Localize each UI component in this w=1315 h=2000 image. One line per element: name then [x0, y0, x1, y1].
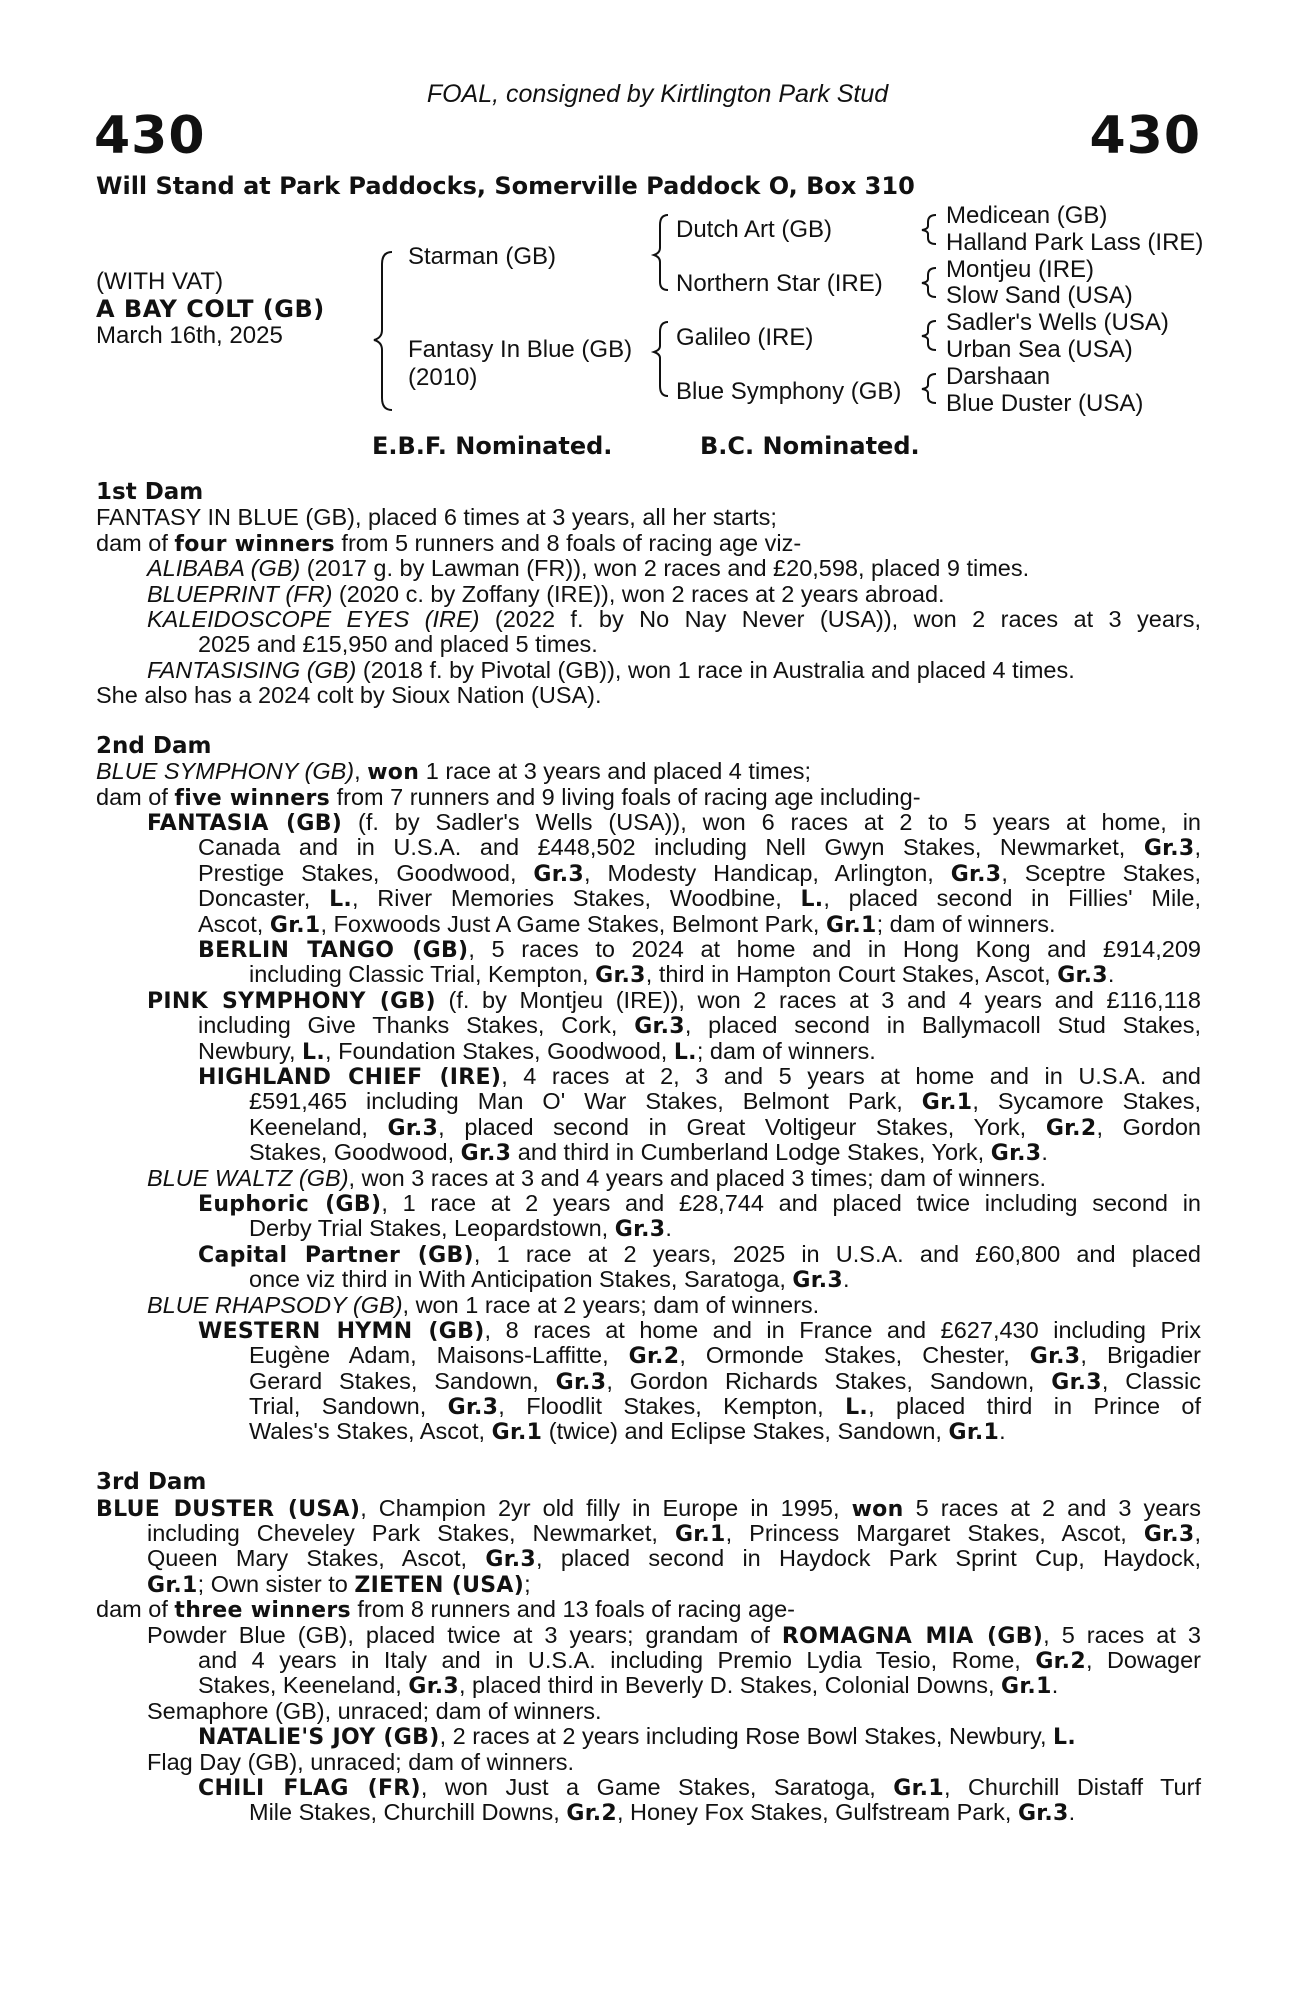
- text: Trial, Sandown,: [249, 1393, 448, 1420]
- grade: Gr.3: [1057, 963, 1108, 989]
- winners-count: four winners: [174, 531, 335, 557]
- text: ,: [354, 758, 368, 785]
- text: , third in Hampton Court Stakes, Ascot,: [645, 961, 1058, 988]
- third-dam-summary-cont: [96, 1546, 1201, 1571]
- grade: Gr.1: [948, 1420, 1000, 1446]
- text: , Floodlit Stakes, Kempton,: [498, 1393, 846, 1420]
- text: ;: [524, 1570, 531, 1597]
- text: (2022 f. by No Nay Never (USA)), won 2 races at 3 years,: [479, 605, 1201, 632]
- produce-pink-symphony-cont: [96, 1013, 1201, 1038]
- horse-name: BLUE WALTZ (GB): [147, 1164, 349, 1191]
- text: , Champion 2yr old filly in Europe in 1995,: [360, 1494, 852, 1521]
- grade: Gr.3: [408, 1674, 459, 1700]
- third-dam-heading: 3rd Dam: [96, 1469, 207, 1496]
- text: , Honey Fox Stakes, Gulfstream Park,: [617, 1799, 1018, 1826]
- text: ; Own sister to: [197, 1570, 355, 1597]
- produce-chili-flag: [96, 1775, 1201, 1800]
- produce-blue-rhapsody: [96, 1293, 1201, 1318]
- grade: Gr.3: [533, 861, 585, 887]
- text: , placed third in Beverly D. Stakes, Colonial Downs,: [458, 1672, 1002, 1699]
- produce-powder-blue-cont: [96, 1648, 1201, 1673]
- dam-sire: Galileo (IRE): [676, 324, 814, 351]
- horse-name: ZIETEN (USA): [354, 1572, 525, 1598]
- dam: Fantasy In Blue (GB): [408, 336, 633, 363]
- text: , River Memories Stakes, Woodbine,: [352, 885, 801, 912]
- text: , 5 races to 2024 at home and in Hong Kong and £914,209: [468, 936, 1201, 963]
- text: Gerard Stakes, Sandown,: [249, 1367, 556, 1394]
- grandparent-8: Blue Duster (USA): [946, 390, 1144, 417]
- text: and third in Cumberland Lodge Stakes, York,: [511, 1139, 991, 1166]
- text: £591,465 including Man O' War Stakes, Belmont Park,: [249, 1088, 922, 1115]
- grandparent-6: Urban Sea (USA): [946, 336, 1133, 363]
- grade: Gr.1: [825, 912, 877, 938]
- text: ,: [1194, 1520, 1201, 1547]
- text: Mile Stakes, Churchill Downs,: [249, 1799, 567, 1826]
- text: , won Just a Game Stakes, Saratoga,: [420, 1773, 894, 1800]
- text: , Dowager: [1085, 1646, 1201, 1673]
- third-dam-summary: [96, 1496, 1201, 1521]
- grandparent-2: Halland Park Lass (IRE): [946, 229, 1204, 256]
- text: from 5 runners and 8 foals of racing age viz-: [334, 529, 802, 556]
- text: , Princess Margaret Stakes, Ascot,: [725, 1520, 1144, 1547]
- text: from 8 runners and 13 foals of racing age-: [350, 1596, 795, 1623]
- horse-name: WESTERN HYMN (GB): [198, 1318, 485, 1344]
- text: Eugène Adam, Maisons-Laffitte,: [249, 1342, 629, 1369]
- produce-western-hymn: [96, 1318, 1201, 1343]
- grade: Gr.3: [1051, 1369, 1102, 1395]
- third-dam-summary-cont: [96, 1572, 1201, 1597]
- grandparent-4: Slow Sand (USA): [946, 282, 1133, 309]
- won: won: [367, 760, 420, 786]
- produce-capital-partner-cont: [96, 1267, 1201, 1292]
- produce-highland-chief-cont: [96, 1089, 1201, 1114]
- text: , 1 race at 2 years and £28,744 and placed twice including second in: [381, 1189, 1201, 1216]
- vat-note: (WITH VAT): [96, 268, 224, 295]
- produce-western-hymn-cont: [96, 1369, 1201, 1394]
- grade: L.: [302, 1039, 326, 1065]
- grade: Gr.3: [595, 963, 646, 989]
- grade: Gr.1: [921, 1090, 973, 1116]
- text: .: [665, 1215, 672, 1242]
- text: ,: [1194, 834, 1201, 861]
- grade: Gr.1: [1001, 1674, 1052, 1700]
- text: , Foxwoods Just A Game Stakes, Belmont Park,: [320, 910, 826, 937]
- text: , Classic: [1101, 1367, 1201, 1394]
- grade: L.: [673, 1039, 697, 1065]
- stand-location: Will Stand at Park Paddocks, Somerville Paddock O, Box 310: [96, 172, 915, 200]
- grade: Gr.1: [674, 1522, 726, 1548]
- text: (2018 f. by Pivotal (GB)), won 1 race in Australia and placed 4 times.: [356, 656, 1075, 683]
- grandparent-7: Darshaan: [946, 363, 1051, 390]
- grade: L.: [1053, 1725, 1077, 1751]
- grade: Gr.1: [269, 912, 321, 938]
- produce-fantasia-cont: [96, 886, 1201, 911]
- grade: L.: [845, 1395, 869, 1421]
- text: , 2 races at 2 years including Rose Bowl Stakes, Newbury,: [439, 1723, 1054, 1750]
- produce-kaleidoscope-cont: 2025 and £15,950 and placed 5 times.: [198, 631, 598, 658]
- second-dam-summary: [96, 759, 1201, 784]
- produce-blue-waltz: [96, 1166, 1201, 1191]
- text: , won 3 races at 3 and 4 years and placed 3 times; dam of winners.: [348, 1164, 1047, 1191]
- produce-berlin-tango: [96, 937, 1201, 962]
- produce-fantasia-cont: [96, 912, 1201, 937]
- text: .: [1051, 1672, 1059, 1699]
- text: 1 race at 3 years and placed 4 times;: [419, 758, 812, 785]
- text: , 8 races at home and in France and £627,430 including Prix: [484, 1316, 1201, 1343]
- consignment-line: FOAL, consigned by Kirtlington Park Stud: [426, 80, 889, 108]
- horse-name: BLUE RHAPSODY (GB): [147, 1291, 403, 1318]
- horse-name: NATALIE'S JOY (GB): [198, 1725, 440, 1751]
- horse-name: FANTASISING (GB): [147, 656, 357, 683]
- grandparent-3: Montjeu (IRE): [946, 256, 1095, 283]
- first-dam-heading: 1st Dam: [96, 479, 204, 505]
- produce-powder-blue: [96, 1623, 1201, 1648]
- text: , placed second in Haydock Park Sprint Cup, Haydock,: [536, 1545, 1201, 1572]
- text: Ascot,: [198, 910, 270, 937]
- grade: Gr.3: [387, 1115, 439, 1141]
- text: , placed third in Prince of: [868, 1393, 1202, 1420]
- produce-fantasia: [96, 810, 1201, 835]
- produce-fantasia-cont: [96, 835, 1201, 860]
- second-dam-produce: [96, 785, 1201, 810]
- catalogue-body: [96, 480, 1201, 1826]
- grade: Gr.3: [1029, 1344, 1081, 1370]
- text: Powder Blue (GB), placed twice at 3 years; grandam of: [147, 1621, 782, 1648]
- grade: Gr.2: [1045, 1115, 1097, 1141]
- text: .: [999, 1418, 1006, 1445]
- text: Derby Trial Stakes, Leopardstown,: [249, 1215, 615, 1242]
- produce-fantasising: [96, 658, 1201, 683]
- produce-kaleidoscope: [96, 607, 1201, 632]
- produce-western-hymn-cont: [96, 1419, 1201, 1444]
- grade: Gr.3: [614, 1217, 666, 1243]
- produce-highland-chief-cont: [96, 1115, 1201, 1140]
- grade: Gr.3: [460, 1141, 512, 1167]
- text: Canada and in U.S.A. and £448,502 including Nell Gwyn Stakes, Newmarket,: [198, 834, 1144, 861]
- text: , Sceptre Stakes,: [1001, 859, 1201, 886]
- text: Doncaster,: [198, 885, 330, 912]
- sire: Starman (GB): [408, 243, 557, 270]
- text: ; dam of winners.: [696, 1037, 876, 1064]
- lot-number-right: 430: [1089, 106, 1201, 166]
- first-dam-note: She also has a 2024 colt by Sioux Nation (USA).: [96, 682, 602, 709]
- text: , 1 race at 2 years, 2025 in U.S.A. and £60,800 and placed: [473, 1240, 1201, 1267]
- grade: Gr.2: [566, 1801, 617, 1827]
- produce-western-hymn-cont: [96, 1343, 1201, 1368]
- text: , Gordon Richards Stakes, Sandown,: [606, 1367, 1052, 1394]
- produce-semaphore: Semaphore (GB), unraced; dam of winners.: [147, 1697, 602, 1724]
- text: (f. by Sadler's Wells (USA)), won 6 races at 2 to 5 years at home, in: [342, 809, 1201, 836]
- text: Wales's Stakes, Ascot,: [249, 1418, 492, 1445]
- text: .: [1107, 961, 1115, 988]
- grade: Gr.1: [893, 1775, 944, 1801]
- produce-pink-symphony-cont: [96, 1039, 1201, 1064]
- text: (twice) and Eclipse Stakes, Sandown,: [542, 1418, 949, 1445]
- text: , Foundation Stakes, Goodwood,: [325, 1037, 674, 1064]
- grade: Gr.3: [950, 861, 1002, 887]
- produce-capital-partner: [96, 1242, 1201, 1267]
- grade: Gr.3: [1017, 1801, 1069, 1827]
- produce-pink-symphony: [96, 988, 1201, 1013]
- grandparent-1: Medicean (GB): [946, 202, 1108, 229]
- produce-fantasia-cont: [96, 861, 1201, 886]
- grade: Gr.1: [147, 1572, 198, 1598]
- grade: Gr.3: [1143, 1522, 1195, 1548]
- second-dam-heading: 2nd Dam: [96, 732, 212, 759]
- first-dam-summary: FANTASY IN BLUE (GB), placed 6 times at 3 years, all her starts;: [96, 504, 777, 531]
- text: (2020 c. by Zoffany (IRE)), won 2 races at 2 years abroad.: [332, 580, 945, 607]
- text: including Give Thanks Stakes, Cork,: [198, 1012, 635, 1039]
- text: 5 races at 2 and 3 years: [903, 1494, 1201, 1521]
- horse-name: FANTASIA (GB): [147, 811, 343, 837]
- text: , Ormonde Stakes, Chester,: [679, 1342, 1030, 1369]
- text: from 7 runners and 9 living foals of racing age including-: [330, 783, 921, 810]
- text: Prestige Stakes, Goodwood,: [198, 859, 534, 886]
- grade: Gr.3: [555, 1369, 607, 1395]
- horse-name: BLUE DUSTER (USA): [96, 1496, 361, 1522]
- text: dam of: [96, 1596, 175, 1623]
- produce-berlin-tango-cont: [96, 962, 1201, 987]
- text: .: [843, 1266, 850, 1293]
- produce-blueprint: [96, 582, 1201, 607]
- horse-name: A BAY COLT (GB): [96, 295, 325, 323]
- lot-number-left: 430: [94, 106, 206, 166]
- produce-natalies-joy: [96, 1724, 1201, 1749]
- text: Stakes, Keeneland,: [198, 1672, 409, 1699]
- text: Newbury,: [198, 1037, 303, 1064]
- grade: L.: [329, 887, 353, 913]
- grade: L.: [800, 887, 824, 913]
- text: (2017 g. by Lawman (FR)), won 2 races and £20,598, placed 9 times.: [300, 555, 1030, 582]
- text: (f. by Montjeu (IRE)), won 2 races at 3 and 4 years and £116,118: [435, 986, 1201, 1013]
- text: Queen Mary Stakes, Ascot,: [147, 1545, 486, 1572]
- horse-name: BLUE SYMPHONY (GB): [96, 758, 355, 785]
- text: , Sycamore Stakes,: [972, 1088, 1201, 1115]
- foaling-date: March 16th, 2025: [96, 322, 283, 349]
- text: , placed second in Great Voltigeur Stakes, York,: [438, 1113, 1046, 1140]
- produce-euphoric-cont: [96, 1216, 1201, 1241]
- winners-count: three winners: [174, 1598, 351, 1624]
- first-dam-produce: [96, 531, 1201, 556]
- grade: Gr.3: [634, 1014, 685, 1040]
- text: ; dam of winners.: [876, 910, 1056, 937]
- produce-euphoric: [96, 1191, 1201, 1216]
- text: including Classic Trial, Kempton,: [249, 961, 596, 988]
- produce-chili-flag-cont: [96, 1800, 1201, 1825]
- text: .: [1068, 1799, 1076, 1826]
- grandparent-5: Sadler's Wells (USA): [946, 309, 1169, 336]
- dam-year: (2010): [408, 364, 478, 391]
- text: , Churchill Distaff Turf: [943, 1773, 1201, 1800]
- third-dam-summary-cont: [96, 1521, 1201, 1546]
- text: , Brigadier: [1080, 1342, 1201, 1369]
- text: Stakes, Goodwood,: [249, 1139, 461, 1166]
- produce-alibaba: [96, 556, 1201, 581]
- text: once viz third in With Anticipation Stakes, Saratoga,: [249, 1266, 793, 1293]
- sire-dam: Northern Star (IRE): [676, 270, 883, 297]
- text: , 4 races at 2, 3 and 5 years at home and in U.S.A. and: [501, 1062, 1201, 1089]
- text: , placed second in Fillies' Mile,: [823, 885, 1201, 912]
- produce-powder-blue-cont: [96, 1673, 1201, 1698]
- text: dam of: [96, 783, 175, 810]
- dam-dam: Blue Symphony (GB): [676, 378, 902, 405]
- horse-name: ALIBABA (GB): [147, 555, 301, 582]
- grade: Gr.3: [485, 1547, 536, 1573]
- horse-name: CHILI FLAG (FR): [198, 1775, 421, 1801]
- horse-name: ROMAGNA MIA (GB): [781, 1623, 1044, 1649]
- ebf-nomination: E.B.F. Nominated.: [372, 432, 613, 460]
- horse-name: KALEIDOSCOPE EYES (IRE): [147, 605, 480, 632]
- bc-nomination: B.C. Nominated.: [700, 432, 920, 460]
- grade: Gr.1: [491, 1420, 543, 1446]
- won: won: [851, 1496, 904, 1522]
- text: Keeneland,: [249, 1113, 388, 1140]
- text: , Gordon: [1096, 1113, 1201, 1140]
- grade: Gr.3: [447, 1395, 499, 1421]
- grade: Gr.2: [1035, 1648, 1086, 1674]
- third-dam-produce: [96, 1597, 1201, 1622]
- horse-name: BLUEPRINT (FR): [147, 580, 333, 607]
- text: .: [1041, 1139, 1048, 1166]
- produce-highland-chief: [96, 1064, 1201, 1089]
- text: , Modesty Handicap, Arlington,: [584, 859, 951, 886]
- text: including Cheveley Park Stakes, Newmarket,: [147, 1520, 675, 1547]
- text: , 5 races at 3: [1043, 1621, 1201, 1648]
- text: dam of: [96, 529, 175, 556]
- text: , placed second in Ballymacoll Stud Stakes,: [684, 1012, 1201, 1039]
- text: , won 1 race at 2 years; dam of winners.: [402, 1291, 820, 1318]
- horse-name: PINK SYMPHONY (GB): [147, 988, 436, 1014]
- text: and 4 years in Italy and in U.S.A. including Premio Lydia Tesio, Rome,: [198, 1646, 1036, 1673]
- horse-name: BERLIN TANGO (GB): [198, 938, 469, 964]
- winners-count: five winners: [174, 785, 331, 811]
- horse-name: HIGHLAND CHIEF (IRE): [198, 1064, 502, 1090]
- grade: Gr.3: [990, 1141, 1042, 1167]
- grade: Gr.2: [628, 1344, 680, 1370]
- grade: Gr.3: [792, 1268, 844, 1294]
- sire-sire: Dutch Art (GB): [676, 216, 833, 243]
- produce-highland-chief-cont: [96, 1140, 1201, 1165]
- horse-name: Capital Partner (GB): [198, 1242, 474, 1268]
- horse-name: Euphoric (GB): [198, 1191, 382, 1217]
- produce-flag-day: Flag Day (GB), unraced; dam of winners.: [147, 1748, 575, 1775]
- produce-western-hymn-cont: [96, 1394, 1201, 1419]
- grade: Gr.3: [1143, 836, 1195, 862]
